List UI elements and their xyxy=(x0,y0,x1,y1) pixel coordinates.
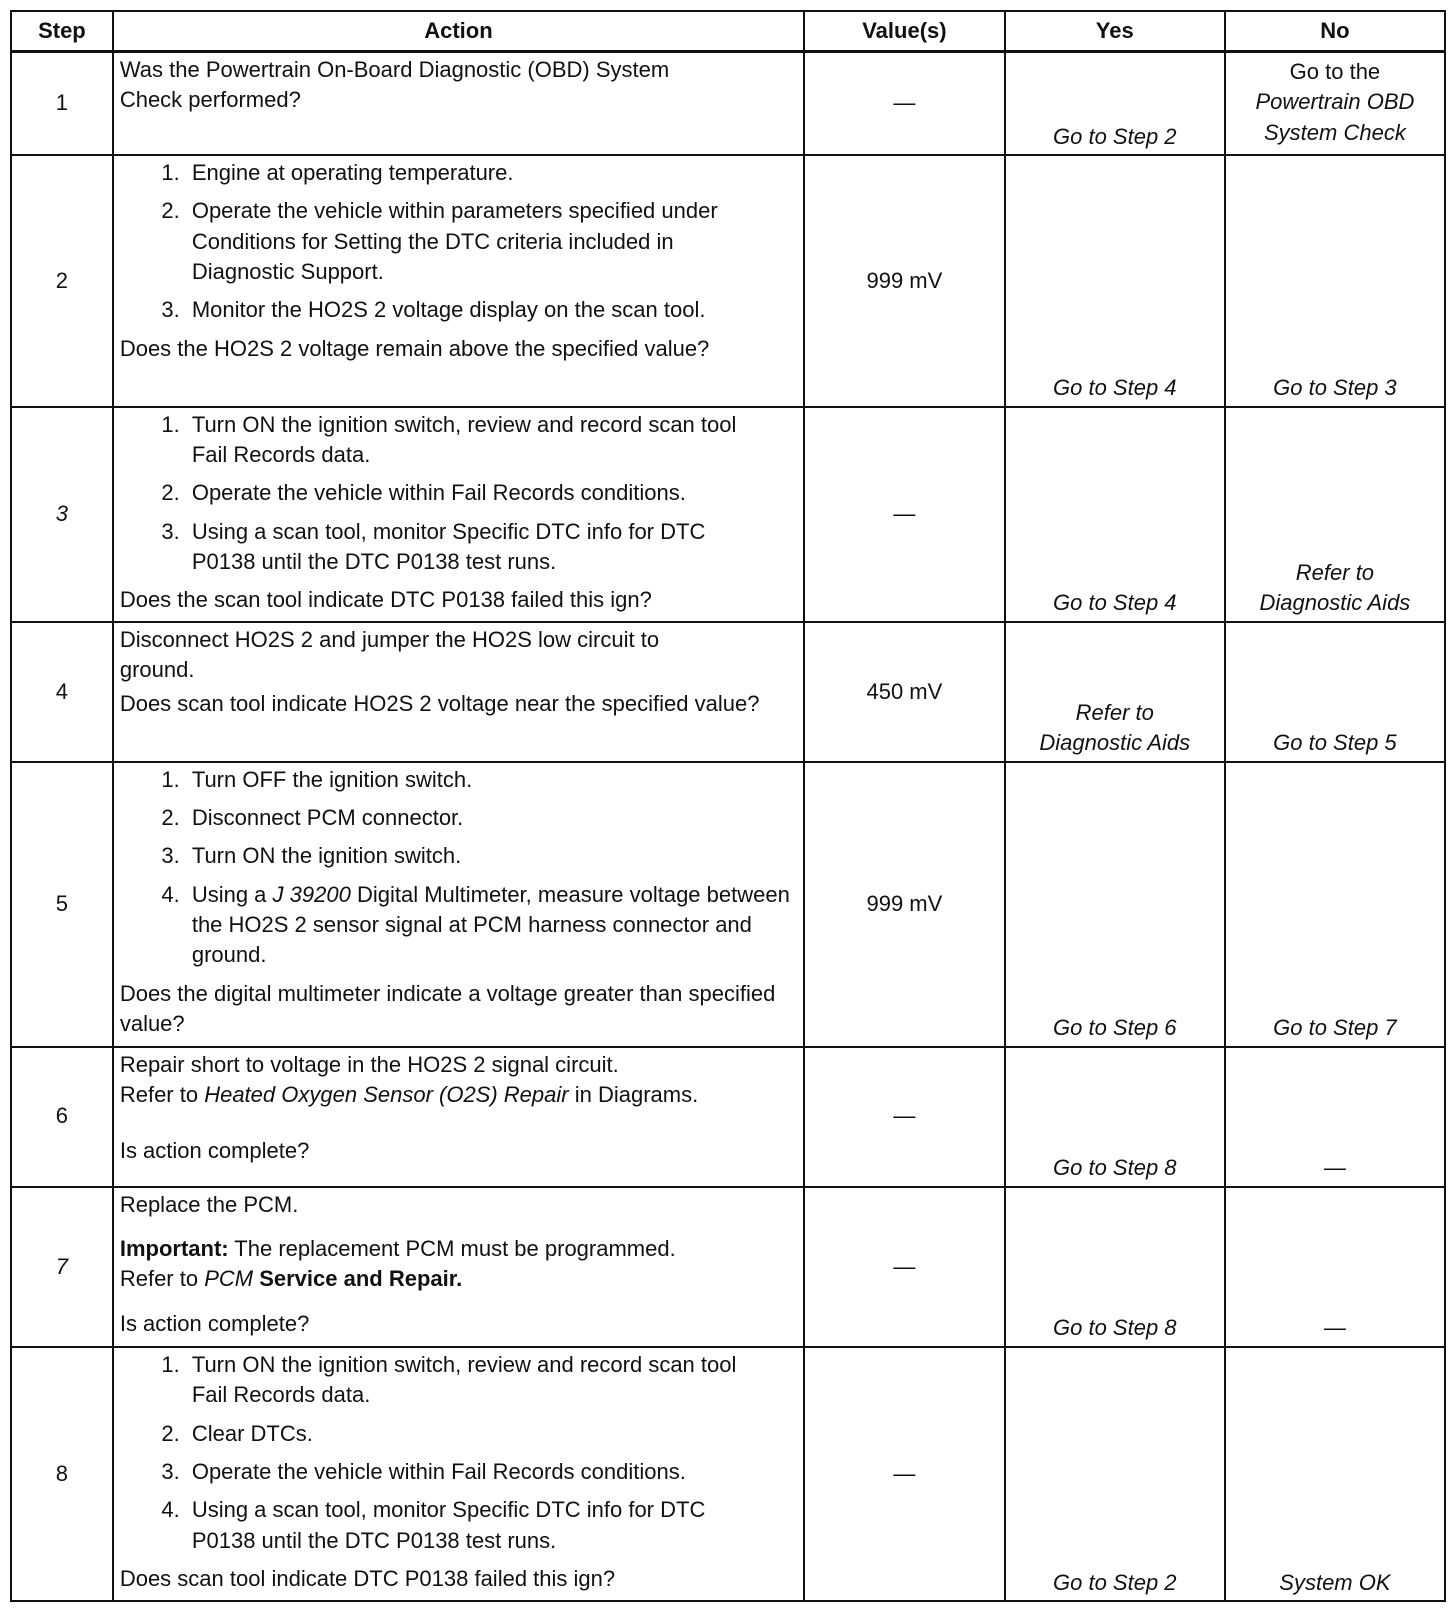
table-row xyxy=(11,1347,1445,1601)
list-item: 1. Turn OFF the ignition switch. xyxy=(186,765,797,795)
step-number: 6 xyxy=(11,1047,113,1187)
value-cell: — xyxy=(804,52,1005,155)
header-action: Action xyxy=(113,11,804,52)
list-item: 1. Turn ON the ignition switch, review and record scan tool Fail Records data. xyxy=(186,1350,797,1411)
action-question: Does scan tool indicate HO2S 2 voltage near the specified value? xyxy=(119,691,760,717)
step-number: 8 xyxy=(11,1347,113,1601)
no-cell: — xyxy=(1225,1047,1445,1187)
table-row xyxy=(11,762,1445,1047)
action-question: Does the HO2S 2 voltage remain above the specified value? xyxy=(119,335,710,361)
table-row xyxy=(11,1047,1445,1187)
table-row xyxy=(11,1187,1445,1347)
yes-cell: Go to Step 8 xyxy=(1005,1047,1225,1187)
important-label: Important: xyxy=(119,1235,229,1261)
list-item: 1. Turn ON the ignition switch, review and record scan tool Fail Records data. xyxy=(186,410,797,471)
action-text-part: Refer to xyxy=(119,1081,205,1107)
action-cell xyxy=(113,52,804,155)
no-cell xyxy=(1225,407,1445,622)
yes-cell xyxy=(1005,622,1225,762)
yes-cell: Go to Step 6 xyxy=(1005,762,1225,1047)
action-cell xyxy=(113,1347,804,1601)
step-number: 7 xyxy=(11,1187,113,1347)
value-cell: 450 mV xyxy=(804,622,1005,762)
value-cell: — xyxy=(804,407,1005,622)
action-question: Does the digital multimeter indicate a voltage greater than specified value? xyxy=(119,980,776,1037)
step-number: 1 xyxy=(11,52,113,155)
action-text-part: Refer to xyxy=(119,1266,205,1292)
table-row xyxy=(11,52,1445,155)
list-item: 2. Clear DTCs. xyxy=(186,1419,797,1449)
action-cell xyxy=(113,155,804,407)
no-text-line: Go to the xyxy=(1289,59,1381,84)
value-cell: — xyxy=(804,1347,1005,1601)
list-item-text: Digital Multimeter, measure voltage between the HO2S 2 sensor signal at PCM harness connector and ground. xyxy=(191,881,790,968)
no-link-line: System Check xyxy=(1264,119,1406,145)
action-text-part: in Diagrams. xyxy=(568,1081,699,1107)
list-item: 3. Using a scan tool, monitor Specific DTC info for DTC P0138 until the DTC P0138 test runs. xyxy=(186,517,797,578)
value-cell: — xyxy=(804,1047,1005,1187)
spacer xyxy=(120,1110,797,1136)
no-cell xyxy=(1225,52,1445,155)
list-item: 3. Turn ON the ignition switch. xyxy=(186,841,797,871)
list-item-text: Using a xyxy=(191,881,273,907)
action-text: Replace the PCM. xyxy=(119,1191,299,1217)
list-item: 3. Monitor the HO2S 2 voltage display on the scan tool. xyxy=(186,295,797,325)
header-yes: Yes xyxy=(1005,11,1225,52)
list-item: 2. Operate the vehicle within Fail Records conditions. xyxy=(186,478,797,508)
no-cell: — xyxy=(1225,1187,1445,1347)
action-text: Repair short to voltage in the HO2S 2 signal circuit. xyxy=(119,1051,619,1077)
value-cell: 999 mV xyxy=(804,155,1005,407)
yes-cell: Go to Step 4 xyxy=(1005,407,1225,622)
no-cell: System OK xyxy=(1225,1347,1445,1601)
no-cell: Go to Step 5 xyxy=(1225,622,1445,762)
diagnostic-table xyxy=(10,10,1446,1602)
header-row xyxy=(11,11,1445,52)
action-text xyxy=(120,1080,797,1110)
action-text xyxy=(120,1264,797,1294)
no-cell: Go to Step 7 xyxy=(1225,762,1445,1047)
action-cell xyxy=(113,762,804,1047)
no-text-line: Refer to xyxy=(1295,560,1375,585)
action-cell xyxy=(113,622,804,762)
list-item: 3. Operate the vehicle within Fail Records conditions. xyxy=(186,1457,797,1487)
list-item: 1. Engine at operating temperature. xyxy=(186,158,797,188)
action-steps xyxy=(120,410,797,578)
list-item xyxy=(186,880,797,971)
table-row xyxy=(11,407,1445,622)
yes-cell: Go to Step 2 xyxy=(1005,52,1225,155)
yes-cell: Go to Step 8 xyxy=(1005,1187,1225,1347)
yes-cell: Go to Step 4 xyxy=(1005,155,1225,407)
step-number: 3 xyxy=(11,407,113,622)
reference-bold: Service and Repair. xyxy=(253,1266,463,1292)
value-cell: 999 mV xyxy=(804,762,1005,1047)
action-steps xyxy=(120,1350,797,1556)
tool-name: J 39200 xyxy=(272,881,351,907)
reference-link[interactable]: Heated Oxygen Sensor (O2S) Repair xyxy=(204,1081,569,1107)
step-number: 4 xyxy=(11,622,113,762)
no-cell: Go to Step 3 xyxy=(1225,155,1445,407)
step-number: 5 xyxy=(11,762,113,1047)
important-note xyxy=(120,1234,797,1264)
list-item: 2. Disconnect PCM connector. xyxy=(186,803,797,833)
action-steps xyxy=(120,158,797,326)
value-cell: — xyxy=(804,1187,1005,1347)
action-cell xyxy=(113,1047,804,1187)
step-number: 2 xyxy=(11,155,113,407)
important-text: The replacement PCM must be programmed. xyxy=(228,1235,676,1261)
header-no: No xyxy=(1225,11,1445,52)
yes-text-line: Refer to xyxy=(1075,699,1154,725)
list-item: 2. Operate the vehicle within parameters specified under Conditions for Setting the DTC criteria included in Diagnostic Support. xyxy=(186,196,797,287)
action-question: Does the scan tool indicate DTC P0138 failed this ign? xyxy=(119,587,652,613)
action-text: Was the Powertrain On-Board Diagnostic (OBD) System Check performed? xyxy=(119,57,670,113)
table-row xyxy=(11,622,1445,762)
reference-link[interactable]: PCM xyxy=(204,1266,254,1292)
header-values: Value(s) xyxy=(804,11,1005,52)
action-text: Disconnect HO2S 2 and jumper the HO2S low circuit to ground. xyxy=(119,626,660,683)
action-cell xyxy=(113,1187,804,1347)
header-step: Step xyxy=(11,11,113,52)
yes-text-line: Diagnostic Aids xyxy=(1039,730,1191,756)
list-item: 4. Using a scan tool, monitor Specific DTC info for DTC P0138 until the DTC P0138 test runs. xyxy=(186,1495,797,1556)
action-question: Is action complete? xyxy=(119,1310,310,1336)
yes-cell: Go to Step 2 xyxy=(1005,1347,1225,1601)
action-question: Is action complete? xyxy=(119,1138,310,1164)
action-steps xyxy=(120,765,797,971)
action-cell xyxy=(113,407,804,622)
no-link-line: Powertrain OBD xyxy=(1255,89,1415,115)
no-text-line: Diagnostic Aids xyxy=(1259,590,1411,616)
action-question: Does scan tool indicate DTC P0138 failed this ign? xyxy=(119,1565,616,1591)
table-row xyxy=(11,155,1445,407)
